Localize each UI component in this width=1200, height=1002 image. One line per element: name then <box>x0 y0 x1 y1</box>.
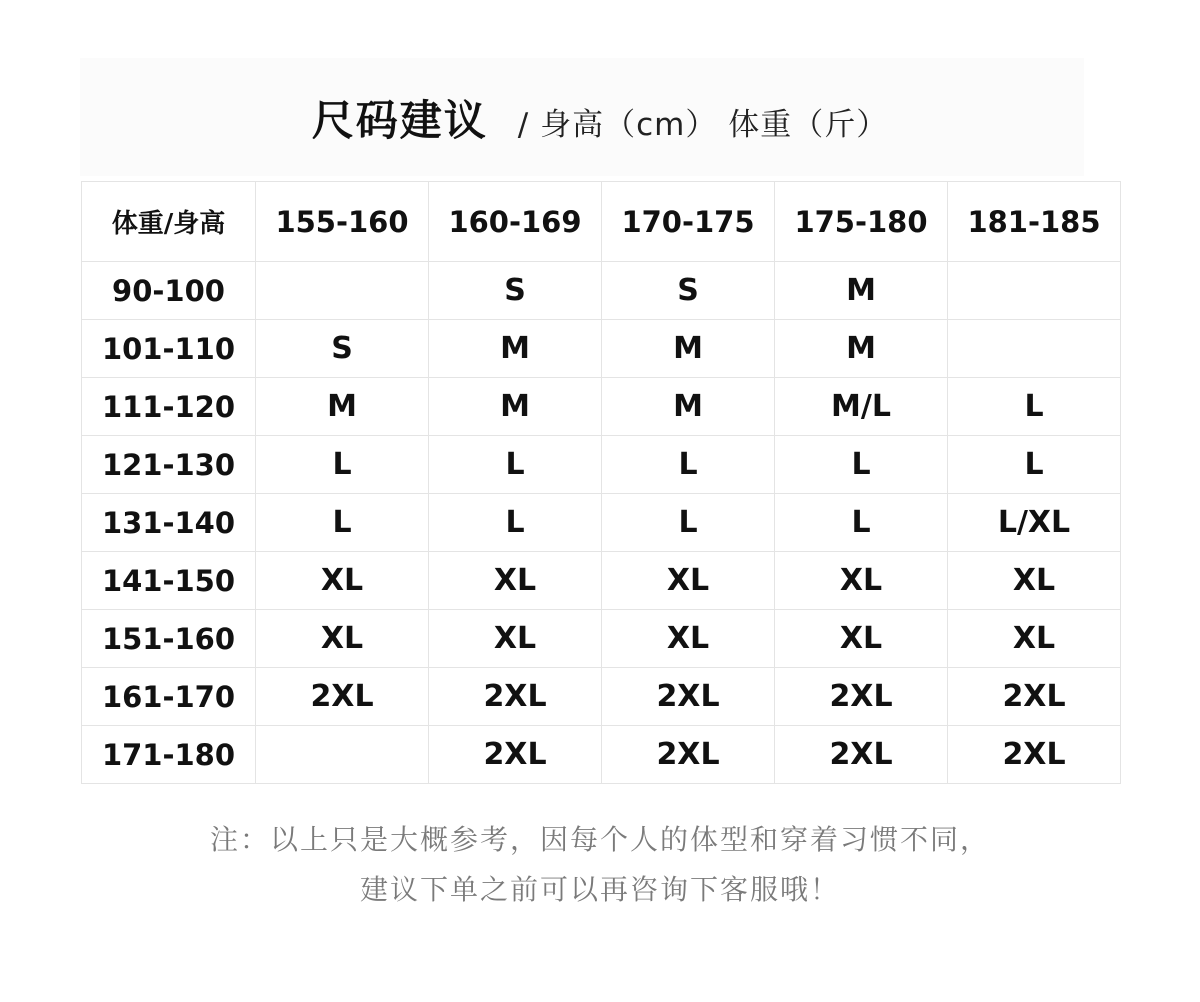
size-cell: XL <box>429 610 602 668</box>
size-cell: 2XL <box>948 726 1121 784</box>
size-cell: S <box>256 320 429 378</box>
size-cell: 2XL <box>429 668 602 726</box>
size-cell: L <box>948 378 1121 436</box>
table-row <box>82 552 1121 610</box>
size-cell: XL <box>256 552 429 610</box>
size-cell: L <box>602 494 775 552</box>
size-cell: 2XL <box>602 726 775 784</box>
size-cell: XL <box>948 552 1121 610</box>
size-cell: XL <box>429 552 602 610</box>
table-row <box>82 610 1121 668</box>
size-cell: M <box>775 320 948 378</box>
size-cell: XL <box>602 552 775 610</box>
table-row <box>82 494 1121 552</box>
size-cell: M <box>775 262 948 320</box>
size-cell: M <box>602 320 775 378</box>
size-cell: XL <box>775 552 948 610</box>
weight-range-cell: 101-110 <box>82 320 256 378</box>
weight-range-cell: 161-170 <box>82 668 256 726</box>
size-cell: L <box>602 436 775 494</box>
table-row <box>82 668 1121 726</box>
weight-range-cell: 171-180 <box>82 726 256 784</box>
size-cell: XL <box>602 610 775 668</box>
size-cell: 2XL <box>256 668 429 726</box>
size-cell: 2XL <box>948 668 1121 726</box>
height-column-header: 175-180 <box>775 182 948 262</box>
size-cell: S <box>602 262 775 320</box>
header-row <box>82 182 1121 262</box>
corner-header: 体重/身高 <box>82 182 256 262</box>
size-cell: L <box>429 436 602 494</box>
size-cell <box>256 262 429 320</box>
size-cell: 2XL <box>602 668 775 726</box>
size-cell <box>256 726 429 784</box>
size-cell: XL <box>775 610 948 668</box>
size-cell: M <box>429 320 602 378</box>
size-cell: L/XL <box>948 494 1121 552</box>
size-cell <box>948 320 1121 378</box>
table-row <box>82 436 1121 494</box>
size-cell: 2XL <box>775 726 948 784</box>
size-cell: M <box>256 378 429 436</box>
note-line-2: 建议下单之前可以再咨询下客服哦！ <box>359 873 840 906</box>
height-column-header: 181-185 <box>948 182 1121 262</box>
size-cell: M/L <box>775 378 948 436</box>
size-cell: L <box>775 436 948 494</box>
page-title: 尺码建议 <box>311 96 488 145</box>
size-cell: L <box>256 494 429 552</box>
weight-range-cell: 141-150 <box>82 552 256 610</box>
size-cell: XL <box>256 610 429 668</box>
size-cell: M <box>429 378 602 436</box>
size-cell: XL <box>948 610 1121 668</box>
table-row <box>82 262 1121 320</box>
table-header <box>82 182 1121 262</box>
size-cell: L <box>429 494 602 552</box>
weight-range-cell: 131-140 <box>82 494 256 552</box>
size-cell: M <box>602 378 775 436</box>
size-cell: S <box>429 262 602 320</box>
weight-range-cell: 121-130 <box>82 436 256 494</box>
size-chart-table <box>81 181 1121 784</box>
size-cell: L <box>256 436 429 494</box>
size-cell: 2XL <box>429 726 602 784</box>
height-column-header: 155-160 <box>256 182 429 262</box>
table-row <box>82 726 1121 784</box>
height-column-header: 170-175 <box>602 182 775 262</box>
table-row <box>82 378 1121 436</box>
weight-range-cell: 151-160 <box>82 610 256 668</box>
title-row <box>0 88 1200 152</box>
size-cell: 2XL <box>775 668 948 726</box>
size-cell: L <box>775 494 948 552</box>
weight-range-cell: 111-120 <box>82 378 256 436</box>
height-column-header: 160-169 <box>429 182 602 262</box>
size-cell <box>948 262 1121 320</box>
table-row <box>82 320 1121 378</box>
size-cell: L <box>948 436 1121 494</box>
table-body <box>82 262 1121 784</box>
page-subtitle: / 身高（cm） 体重（斤） <box>517 107 889 143</box>
weight-range-cell: 90-100 <box>82 262 256 320</box>
note-line-1: 注：以上只是大概参考，因每个人的体型和穿着习惯不同， <box>209 823 990 856</box>
